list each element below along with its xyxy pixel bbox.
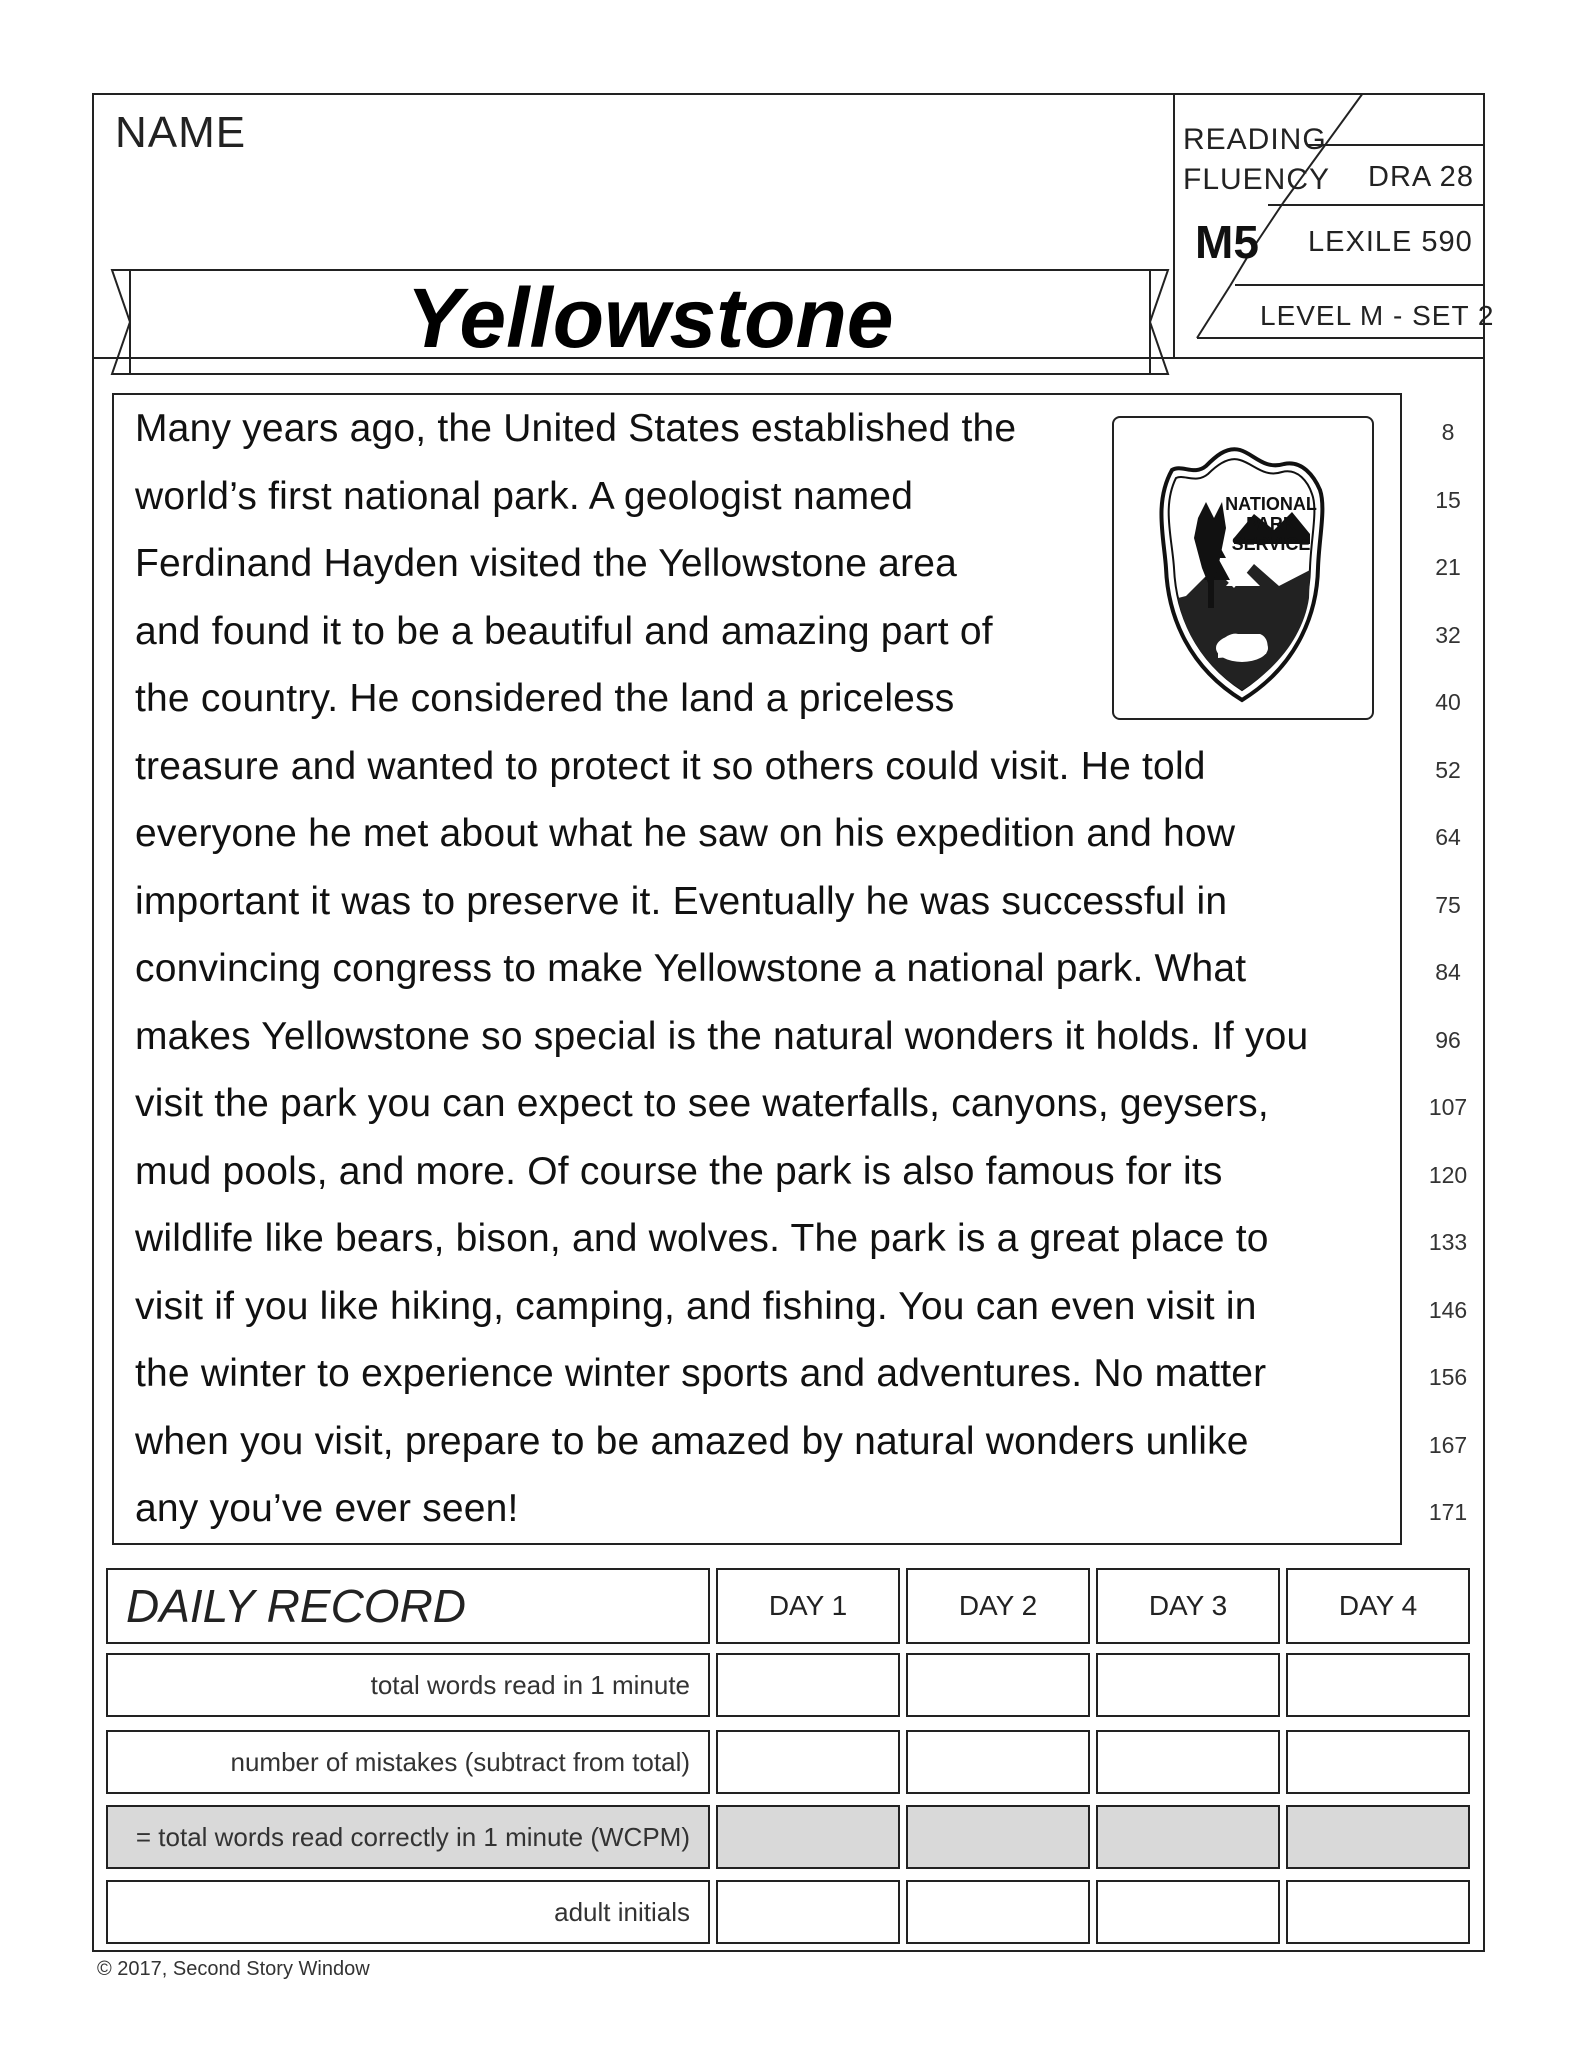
word-count: 156 xyxy=(1428,1364,1468,1390)
word-count: 64 xyxy=(1435,824,1461,850)
record-row-label: = total words read correctly in 1 minute (WCPM) xyxy=(106,1805,710,1869)
logo-line-service: SERVICE xyxy=(1231,534,1311,554)
record-entry-cell[interactable] xyxy=(1286,1730,1470,1794)
passage-line: the winter to experience winter sports and adventures. No matter xyxy=(135,1352,1267,1395)
word-count: 133 xyxy=(1428,1229,1468,1255)
record-entry-cell[interactable] xyxy=(716,1653,900,1717)
passage-line: makes Yellowstone so special is the natural wonders it holds. If you xyxy=(135,1014,1309,1058)
word-count: 15 xyxy=(1435,486,1461,513)
word-count: 75 xyxy=(1435,891,1461,918)
word-count: 171 xyxy=(1428,1499,1468,1525)
passage-line: convincing congress to make Yellowstone a national park. What xyxy=(135,947,1247,990)
day-header-2: DAY 2 xyxy=(906,1568,1090,1644)
record-entry-cell[interactable] xyxy=(1096,1805,1280,1869)
logo-line-national: NATIONAL xyxy=(1225,494,1317,514)
passage-line: wildlife like bears, bison, and wolves. The park is a great place to xyxy=(135,1217,1269,1260)
record-entry-cell[interactable] xyxy=(1096,1880,1280,1944)
passage-line: when you visit, prepare to be amazed by natural wonders unlike xyxy=(135,1419,1249,1463)
lexile-label: LEXILE 590 xyxy=(1308,226,1473,258)
word-count: 52 xyxy=(1435,756,1461,783)
passage-line: Ferdinand Hayden visited the Yellowstone area xyxy=(135,542,958,585)
word-count: 84 xyxy=(1435,959,1461,985)
passage-line: world’s first national park. A geologist named xyxy=(135,474,914,518)
passage-line: and found it to be a beautiful and amazing part of xyxy=(135,609,993,653)
word-count: 8 xyxy=(1441,419,1455,445)
logo-line-park: PARK xyxy=(1246,514,1296,534)
word-count: 40 xyxy=(1435,689,1461,715)
record-entry-cell[interactable] xyxy=(1286,1880,1470,1944)
nps-arrowhead-icon xyxy=(1114,418,1372,718)
passage-line: visit if you like hiking, camping, and fishing. You can even visit in xyxy=(135,1284,1257,1328)
record-entry-cell[interactable] xyxy=(906,1730,1090,1794)
record-row-label: adult initials xyxy=(106,1880,710,1944)
level-code: M5 xyxy=(1195,216,1259,268)
word-count: 107 xyxy=(1428,1094,1468,1120)
page-title: Yellowstone xyxy=(406,271,894,365)
record-entry-cell[interactable] xyxy=(906,1805,1090,1869)
name-label: NAME xyxy=(115,108,247,157)
passage-line: important it was to preserve it. Eventually he was successful in xyxy=(135,879,1228,923)
word-count: 32 xyxy=(1435,621,1461,648)
record-row-label: total words read in 1 minute xyxy=(106,1653,710,1717)
reading-label: READING xyxy=(1183,123,1327,156)
word-count: 96 xyxy=(1435,1026,1461,1053)
record-row-label: number of mistakes (subtract from total) xyxy=(106,1730,710,1794)
word-count: 146 xyxy=(1428,1296,1468,1323)
level-set-label: LEVEL M - SET 2 xyxy=(1260,300,1495,331)
word-count: 167 xyxy=(1428,1431,1468,1458)
dra-label: DRA 28 xyxy=(1368,161,1474,193)
fluency-label: FLUENCY xyxy=(1183,163,1331,196)
day-header-3: DAY 3 xyxy=(1096,1568,1280,1644)
copyright: © 2017, Second Story Window xyxy=(97,1958,370,1980)
passage-line: any you’ve ever seen! xyxy=(135,1487,519,1530)
passage-line: treasure and wanted to protect it so others could visit. He told xyxy=(135,744,1206,788)
passage-line: everyone he met about what he saw on his expedition and how xyxy=(135,812,1236,855)
word-count: 21 xyxy=(1435,554,1461,580)
record-entry-cell[interactable] xyxy=(906,1653,1090,1717)
nps-logo-box xyxy=(1112,416,1374,720)
word-count: 120 xyxy=(1428,1161,1468,1188)
daily-record-title: DAILY RECORD xyxy=(106,1568,710,1644)
record-entry-cell[interactable] xyxy=(716,1730,900,1794)
day-header-1: DAY 1 xyxy=(716,1568,900,1644)
record-entry-cell[interactable] xyxy=(1096,1730,1280,1794)
record-entry-cell[interactable] xyxy=(716,1880,900,1944)
passage-line: mud pools, and more. Of course the park is also famous for its xyxy=(135,1149,1223,1193)
day-header-4: DAY 4 xyxy=(1286,1568,1470,1644)
record-entry-cell[interactable] xyxy=(1286,1653,1470,1717)
passage-line: Many years ago, the United States established the xyxy=(135,407,1017,450)
record-entry-cell[interactable] xyxy=(1096,1653,1280,1717)
record-entry-cell[interactable] xyxy=(716,1805,900,1869)
passage-line: visit the park you can expect to see waterfalls, canyons, geysers, xyxy=(135,1082,1269,1125)
record-entry-cell[interactable] xyxy=(1286,1805,1470,1869)
passage-line: the country. He considered the land a priceless xyxy=(135,677,955,720)
record-entry-cell[interactable] xyxy=(906,1880,1090,1944)
